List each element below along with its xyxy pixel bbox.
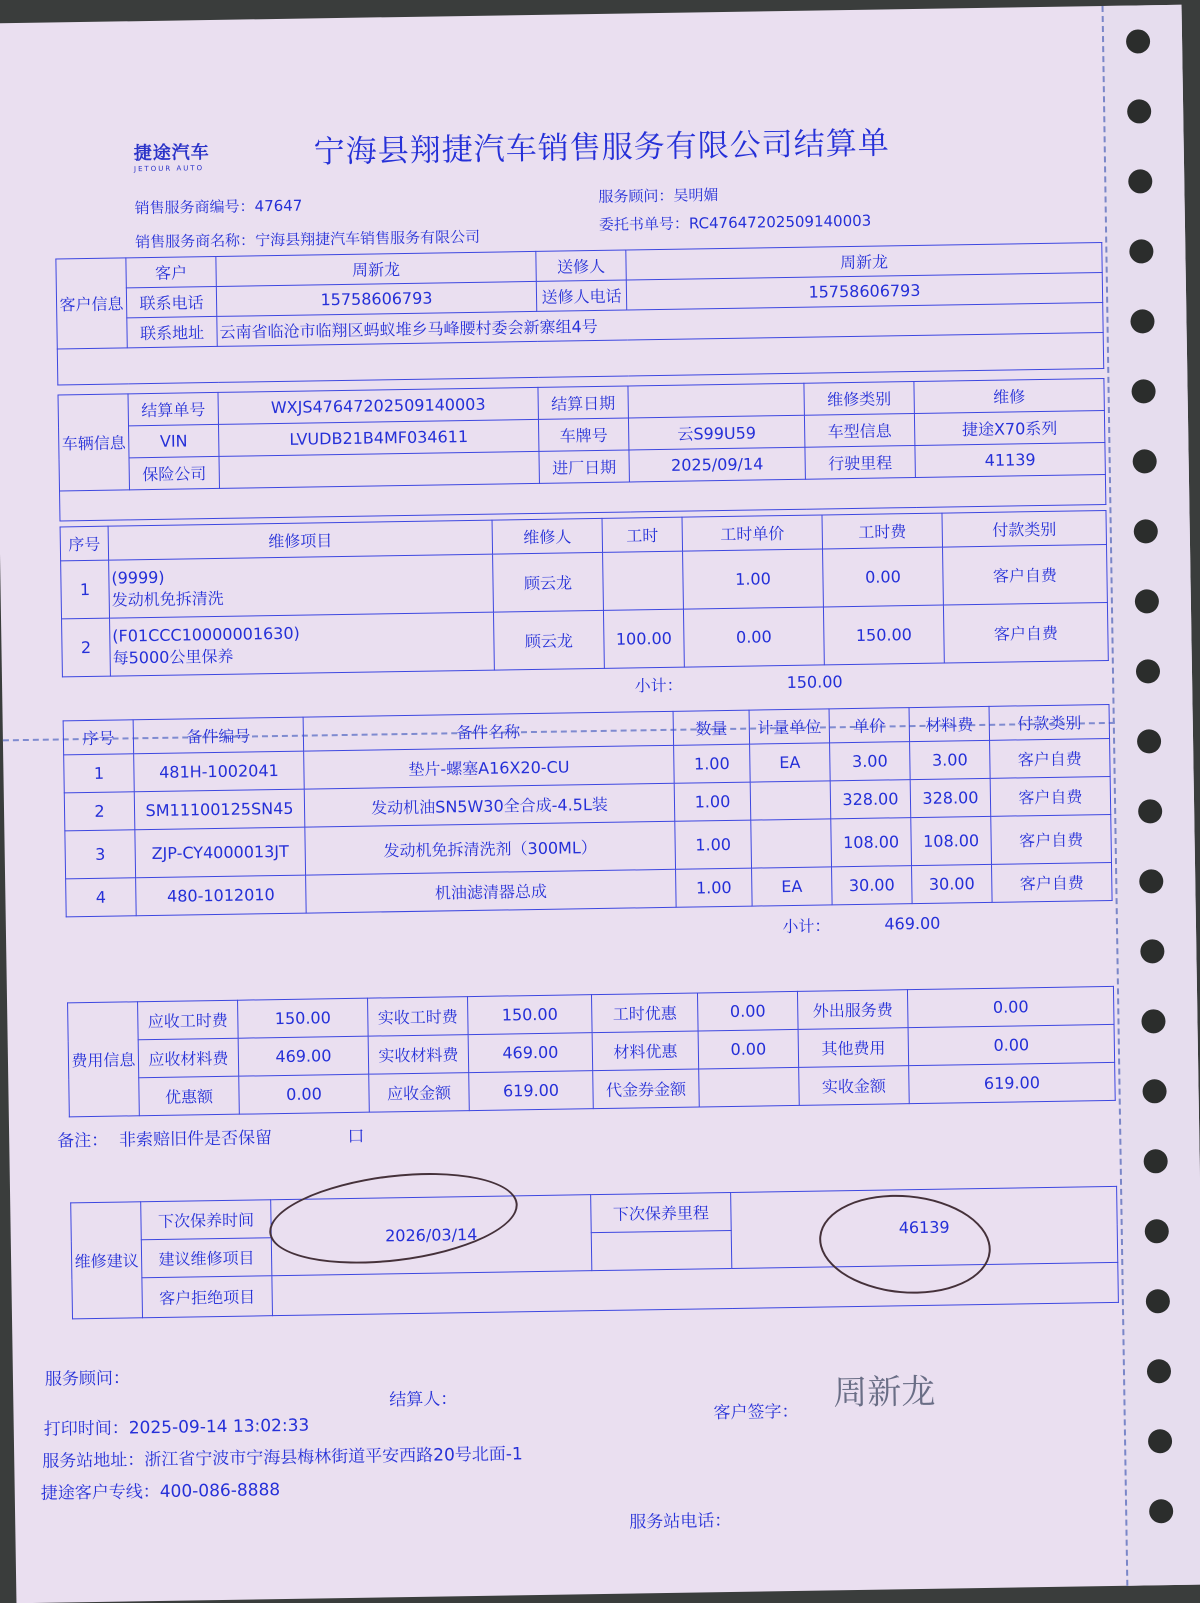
labor-disc-label: 工时优惠	[591, 993, 698, 1033]
part-name: 机油滤清器总成	[306, 869, 677, 913]
labor-col-pay: 付款类别	[942, 511, 1107, 548]
parts-col-code: 备件编号	[133, 717, 304, 754]
address-label: 联系地址	[127, 316, 217, 347]
feed-hole	[1134, 519, 1158, 543]
phone-label: 联系电话	[126, 286, 216, 317]
parts-col-pay: 付款类别	[989, 704, 1110, 740]
feed-hole	[1131, 379, 1155, 403]
fees-section-label: 费用信息	[68, 1002, 140, 1117]
dealer-code: 销售服务商编号：47647	[134, 196, 303, 218]
part-code: SM11100125SN45	[134, 789, 305, 830]
labor-unit: 1.00	[683, 549, 824, 609]
part-pay: 客户自费	[991, 814, 1112, 864]
feed-hole	[1148, 1429, 1172, 1453]
fees-table	[67, 986, 1116, 1117]
feed-hole	[1135, 589, 1159, 613]
part-name: 发动机免拆清洗剂（300ML）	[305, 821, 676, 875]
part-fee: 3.00	[910, 740, 991, 779]
entry-date-value: 2025/09/14	[629, 447, 805, 482]
vin-label: VIN	[129, 424, 219, 457]
mat-paid-value: 469.00	[468, 1033, 593, 1073]
part-pay: 客户自费	[990, 776, 1111, 816]
mileage-value: 41139	[915, 443, 1105, 478]
insurer-label: 保险公司	[129, 456, 219, 489]
part-uom	[750, 781, 831, 820]
labor-paid-value: 150.00	[468, 995, 593, 1035]
labor-col-hours: 工时	[602, 517, 683, 552]
labor-due-value: 150.00	[238, 998, 369, 1038]
labor-col-no: 序号	[60, 526, 109, 561]
customer-info-table	[55, 242, 1104, 385]
feed-hole	[1145, 1219, 1169, 1243]
feed-hole	[1129, 239, 1153, 263]
footer-print-time: 打印时间：2025-09-14 13:02:33	[43, 1415, 310, 1440]
parts-col-no: 序号	[63, 720, 134, 755]
mat-disc-value: 0.00	[698, 1029, 799, 1069]
advice-section-label: 维修建议	[71, 1202, 143, 1319]
vehicle-info-table	[58, 378, 1107, 521]
order-number: 委托书单号：RC47647202509140003	[598, 211, 872, 234]
labor-fee: 0.00	[823, 547, 944, 607]
labor-table	[60, 510, 1110, 711]
labor-subtotal-label: 小计：	[634, 675, 683, 696]
labor-paid-label: 实收工时费	[368, 997, 469, 1037]
part-uom: EA	[750, 743, 831, 782]
customer-signature: 周新龙	[832, 1371, 936, 1414]
next-mileage-label: 下次保养里程	[591, 1192, 732, 1232]
vehicle-section-label: 车辆信息	[58, 394, 129, 491]
footer-address: 服务站地址：浙江省宁波市宁海县梅林街道平安西路20号北面-1	[42, 1444, 523, 1472]
plate-value: 云S99U59	[628, 415, 804, 450]
mat-paid-label: 实收材料费	[368, 1035, 469, 1075]
part-name: 发动机油SN5W30全合成-4.5L装	[304, 783, 675, 827]
customer-section-label: 客户信息	[56, 258, 127, 349]
discount-label: 优惠额	[139, 1076, 240, 1116]
other-value: 0.00	[908, 1024, 1115, 1065]
settle-date-label: 结算日期	[538, 386, 628, 419]
labor-col-item: 维修项目	[108, 520, 492, 560]
labor-tech: 顾云龙	[493, 610, 604, 670]
discount-value: 0.00	[239, 1074, 370, 1114]
labor-hours: 100.00	[603, 609, 684, 668]
feed-hole	[1137, 729, 1161, 753]
footer-settler: 结算人：	[389, 1389, 458, 1411]
labor-disc-value: 0.00	[697, 991, 798, 1031]
sender-phone-value: 15758606793	[626, 273, 1102, 310]
entry-date-label: 进厂日期	[539, 450, 629, 483]
feed-hole	[1126, 29, 1150, 53]
footer-sign-label: 客户签字：	[713, 1401, 799, 1424]
repair-type-value: 维修	[914, 379, 1104, 414]
part-pay: 客户自费	[990, 738, 1111, 778]
labor-unit: 0.00	[683, 607, 824, 667]
feed-hole	[1132, 449, 1156, 473]
mat-disc-label: 材料优惠	[592, 1031, 699, 1071]
part-name: 垫片-螺塞A16X20-CU	[304, 745, 675, 789]
part-code: 481H-1002041	[134, 751, 305, 792]
next-mileage-value: 46139	[731, 1186, 1118, 1268]
outside-label: 外出服务费	[797, 990, 908, 1030]
feed-hole	[1138, 799, 1162, 823]
vin-value: LVUDB21B4MF034611	[218, 419, 538, 456]
part-qty: 1.00	[674, 782, 751, 821]
total-due-label: 应收金额	[369, 1073, 470, 1113]
sender-phone-label: 送修人电话	[536, 280, 626, 311]
parts-col-qty: 数量	[673, 710, 750, 745]
part-uom	[751, 819, 832, 868]
labor-tech: 顾云龙	[493, 552, 604, 612]
outside-value: 0.00	[907, 986, 1114, 1027]
phone-value: 15758606793	[216, 281, 536, 316]
reject-label: 客户拒绝项目	[142, 1276, 273, 1318]
part-qty: 1.00	[674, 744, 751, 783]
footer-hotline: 捷途客户专线：400-086-8888	[40, 1480, 281, 1504]
feed-hole	[1142, 1079, 1166, 1103]
part-price: 30.00	[832, 866, 913, 905]
labor-subtotal-value: 150.00	[786, 672, 843, 693]
mileage-label: 行驶里程	[805, 445, 915, 479]
part-no: 3	[65, 830, 136, 879]
part-price: 328.00	[830, 780, 911, 819]
feed-hole	[1141, 1009, 1165, 1033]
footer-advisor: 服务顾问：	[44, 1368, 131, 1390]
part-qty: 1.00	[675, 820, 752, 869]
settle-no-value: WXJS47647202509140003	[218, 387, 538, 424]
part-price: 3.00	[830, 742, 911, 781]
other-label: 其他费用	[798, 1028, 909, 1068]
mat-due-label: 应收材料费	[138, 1038, 239, 1078]
part-qty: 1.00	[676, 868, 753, 907]
labor-hours	[603, 551, 684, 610]
settle-no-label: 结算单号	[128, 392, 218, 425]
part-code: ZJP-CY4000013JT	[135, 827, 306, 878]
voucher-label: 代金券金额	[593, 1069, 700, 1109]
repair-type-label: 维修类别	[804, 382, 914, 416]
part-pay: 客户自费	[991, 862, 1112, 902]
feed-hole	[1146, 1289, 1170, 1313]
feed-hole	[1143, 1149, 1167, 1173]
part-code: 480-1012010	[136, 875, 307, 916]
feed-hole	[1147, 1359, 1171, 1383]
feed-hole	[1130, 309, 1154, 333]
labor-col-fee: 工时费	[822, 513, 943, 549]
labor-pay: 客户自费	[943, 544, 1108, 605]
dealer-name: 销售服务商名称：宁海县翔捷汽车销售服务有限公司	[134, 227, 481, 252]
suggest-label: 建议维修项目	[141, 1238, 272, 1278]
footer-station-phone: 服务站电话：	[629, 1511, 732, 1533]
part-no: 1	[64, 754, 135, 793]
insurer-value	[219, 451, 539, 488]
part-no: 2	[64, 792, 135, 831]
brand-logo: 捷途汽车 JETOUR AUTO	[133, 142, 210, 174]
total-paid-value: 619.00	[909, 1062, 1116, 1103]
part-price: 108.00	[831, 818, 912, 867]
part-fee: 328.00	[910, 778, 991, 817]
customer-name: 周新龙	[216, 251, 536, 286]
labor-item: (9999) 发动机免拆清洗	[109, 554, 494, 618]
labor-pay: 客户自费	[943, 602, 1108, 663]
model-value: 捷途X70系列	[914, 411, 1104, 446]
feed-hole	[1127, 99, 1151, 123]
mat-due-value: 469.00	[238, 1036, 369, 1076]
plate-label: 车牌号	[538, 418, 628, 451]
next-time-value: 2026/03/14	[271, 1195, 592, 1276]
labor-no: 1	[61, 560, 110, 619]
model-label: 车型信息	[804, 413, 914, 447]
sender-label: 送修人	[536, 250, 626, 281]
parts-col-price: 单价	[829, 708, 910, 743]
feed-hole	[1128, 169, 1152, 193]
document-title: 宁海县翔捷汽车销售服务有限公司结算单	[313, 125, 890, 171]
part-uom: EA	[752, 867, 833, 906]
labor-fee: 150.00	[823, 605, 944, 665]
part-fee: 30.00	[912, 864, 993, 903]
sender-name: 周新龙	[626, 243, 1102, 280]
labor-due-label: 应收工时费	[138, 1000, 239, 1040]
labor-item: (F01CCC10000001630) 每5000公里保养	[110, 612, 495, 676]
feed-hole	[1149, 1499, 1173, 1523]
voucher-value	[699, 1067, 800, 1107]
parts-col-uom: 计量单位	[749, 709, 830, 744]
feed-hole	[1139, 869, 1163, 893]
keep-parts-checkbox[interactable]: 口	[347, 1126, 365, 1147]
parts-table	[63, 704, 1114, 957]
settlement-sheet	[0, 5, 1200, 1603]
labor-col-tech: 维修人	[492, 518, 603, 554]
address-value: 云南省临沧市临翔区蚂蚁堆乡马峰腰村委会新寨组4号	[217, 303, 1103, 347]
parts-col-name: 备件名称	[303, 711, 673, 751]
total-due-value: 619.00	[469, 1071, 594, 1111]
labor-col-unit: 工时单价	[682, 515, 823, 551]
customer-label: 客户	[126, 256, 216, 287]
next-time-label: 下次保养时间	[141, 1200, 272, 1240]
part-no: 4	[66, 878, 137, 917]
settle-date-value	[628, 383, 804, 418]
tractor-feed-strip	[1102, 5, 1200, 1586]
remark: 备注： 非索赔旧件是否保留 口	[57, 1126, 365, 1152]
parts-col-fee: 材料费	[909, 706, 990, 741]
service-advisor: 服务顾问：吴明媚	[598, 186, 719, 206]
feed-hole	[1140, 939, 1164, 963]
part-fee: 108.00	[911, 816, 992, 865]
parts-subtotal-label: 小计：	[782, 916, 831, 937]
total-paid-label: 实收金额	[799, 1066, 910, 1106]
labor-no: 2	[62, 618, 111, 677]
feed-hole	[1136, 659, 1160, 683]
parts-subtotal-value: 469.00	[884, 913, 941, 934]
